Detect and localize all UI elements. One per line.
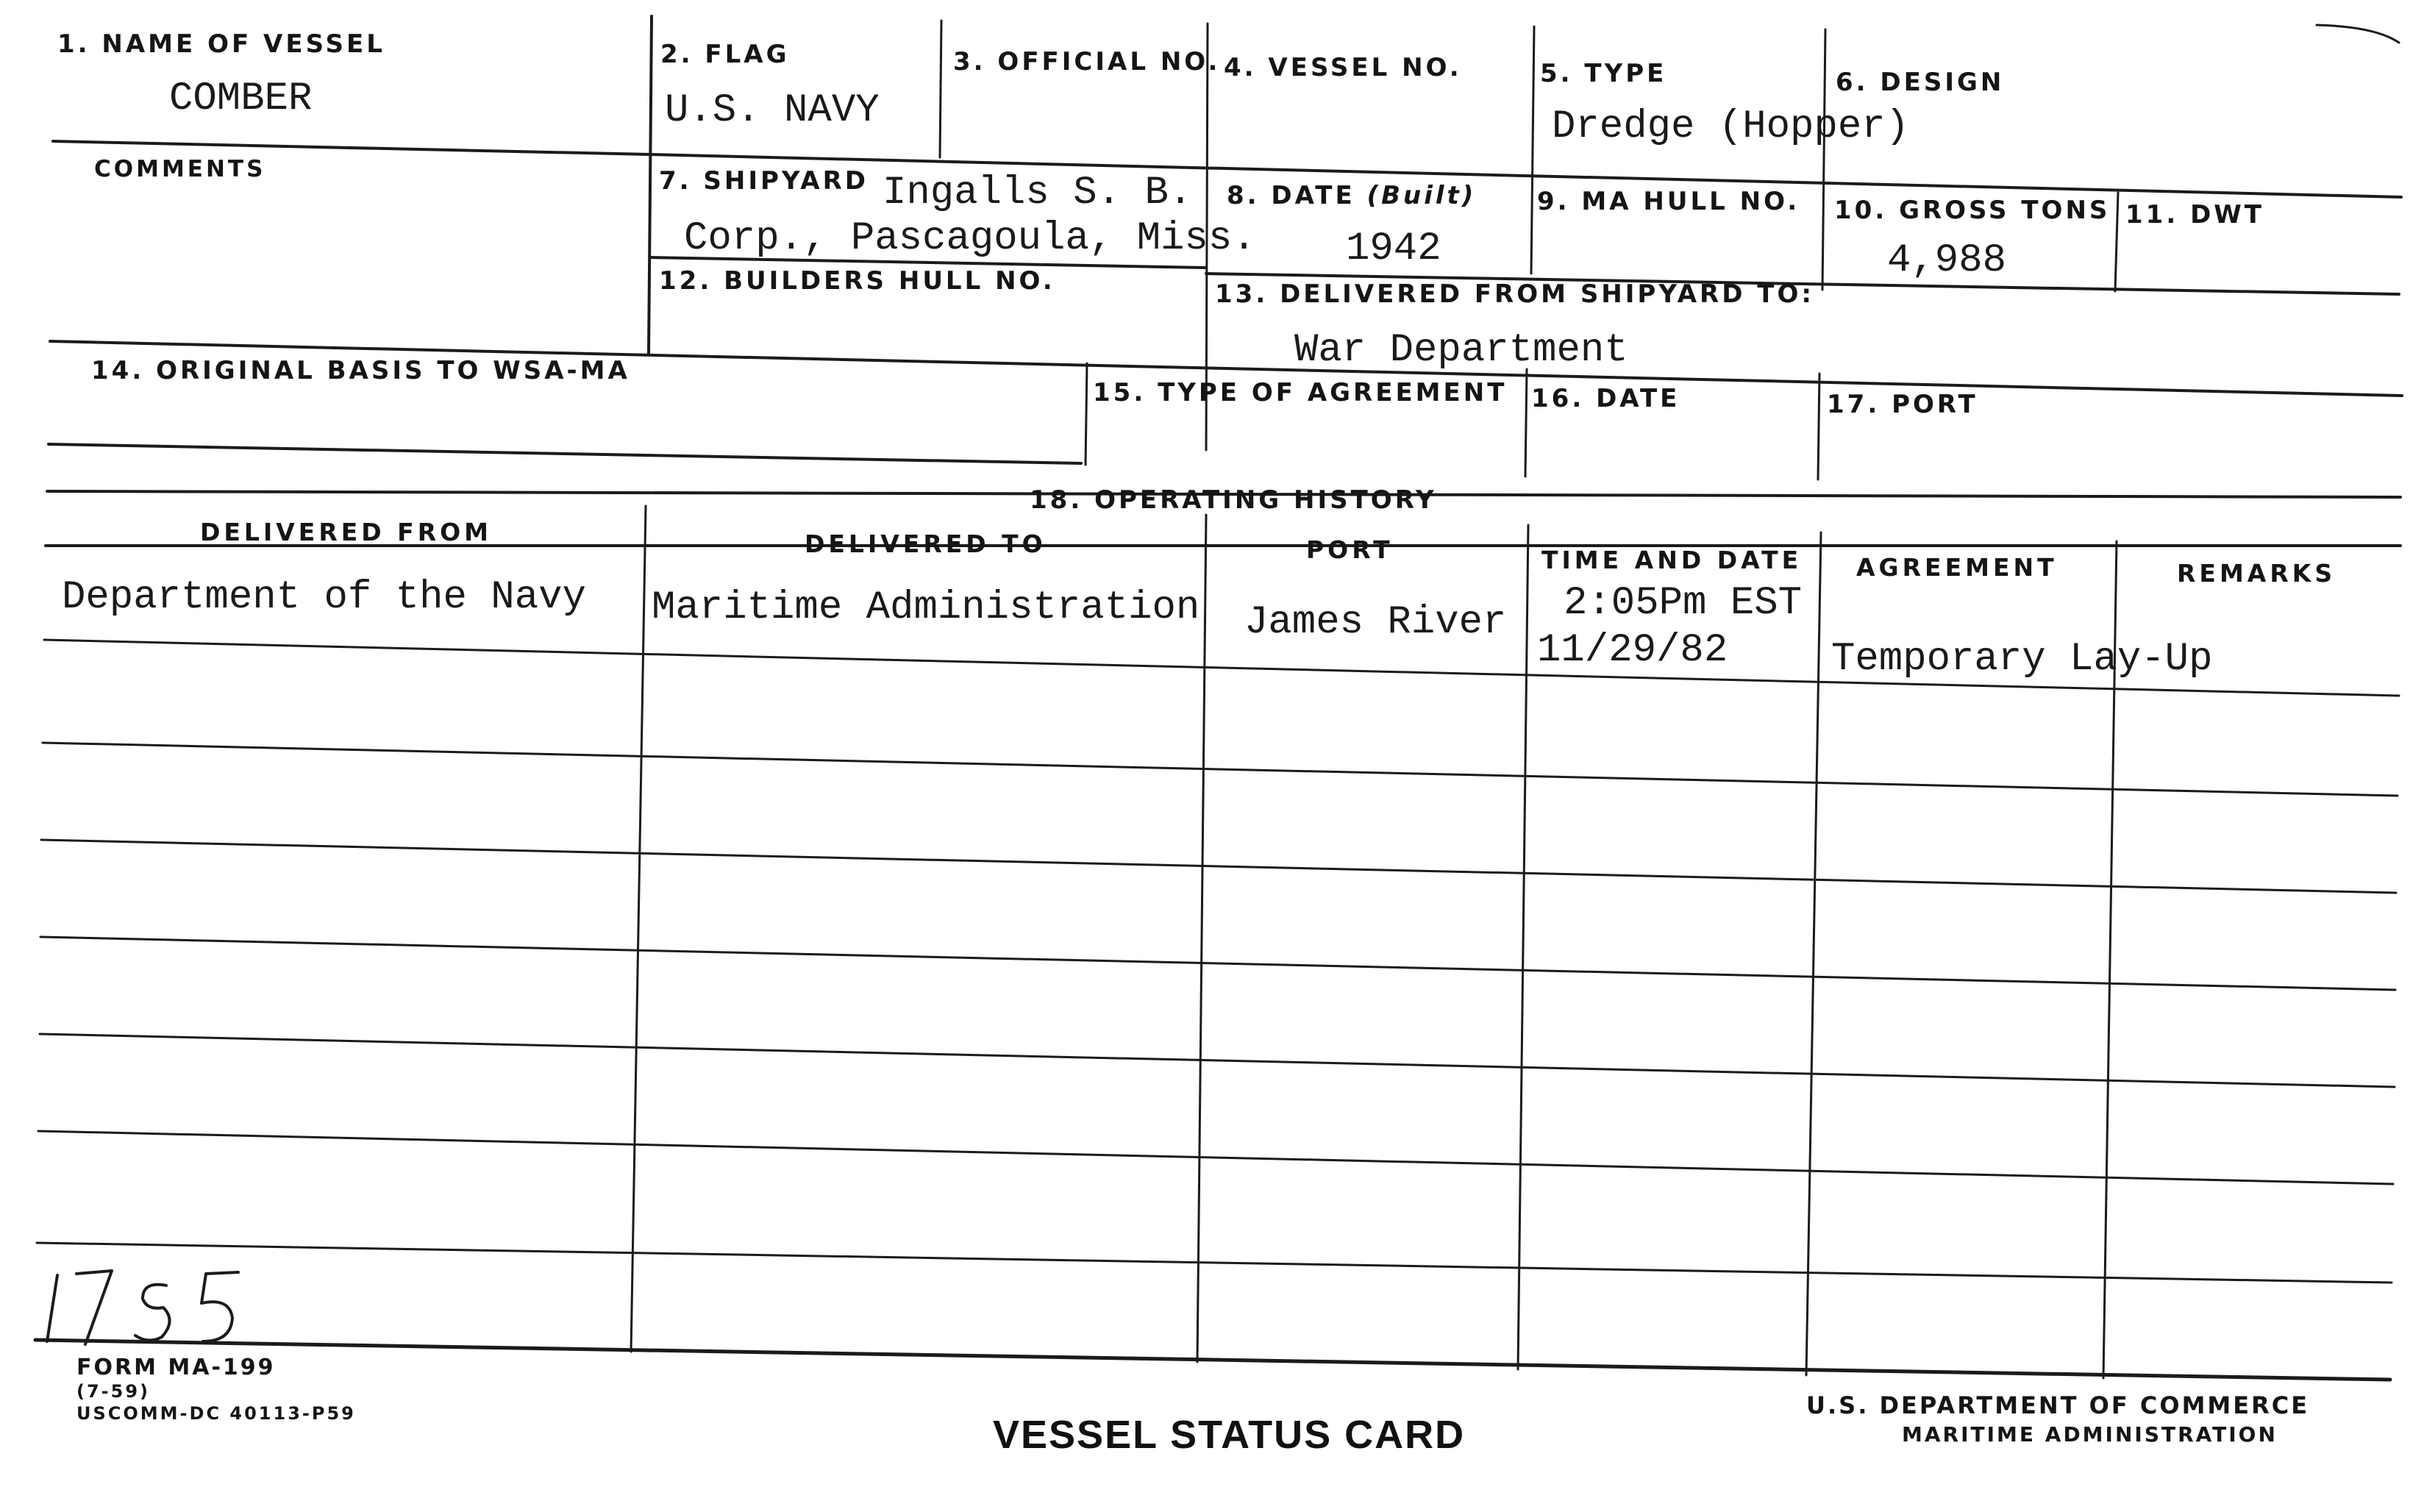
form-code: USCOMM-DC 40113-P59 <box>76 1403 356 1424</box>
date-built-value: 1942 <box>1346 227 1441 271</box>
date-label: 16. DATE <box>1531 384 1680 413</box>
row-time: 2:05Pm EST <box>1564 581 1803 626</box>
operating-history-title: 18. OPERATING HISTORY <box>1030 485 1437 515</box>
row-agreement: Temporary Lay-Up <box>1831 637 2213 682</box>
row-delivered-to: Maritime Administration <box>652 585 1200 630</box>
column-header-remarks: REMARKS <box>2177 559 2336 588</box>
row-date: 11/29/82 <box>1537 628 1728 673</box>
gross-tons-value: 4,988 <box>1887 238 2007 283</box>
port-label: 17. PORT <box>1827 390 1978 419</box>
handwritten-number <box>32 1265 268 1361</box>
column-header-delivered-from: DELIVERED FROM <box>200 518 493 546</box>
type-of-agreement-label: 15. TYPE OF AGREEMENT <box>1093 378 1508 407</box>
administration-name: MARITIME ADMINISTRATION <box>1902 1422 2278 1447</box>
vessel-no-label: 4. VESSEL NO. <box>1224 53 1462 82</box>
date-built-label-text: 8. DATE <box>1227 181 1355 210</box>
shipyard-value-line1: Ingalls S. B. <box>883 171 1193 215</box>
name-of-vessel-label: 1. NAME OF VESSEL <box>57 29 385 59</box>
column-header-agreement: AGREEMENT <box>1856 553 2058 582</box>
official-no-label: 3. OFFICIAL NO. <box>953 47 1221 76</box>
page-title: VESSEL STATUS CARD <box>993 1413 1466 1457</box>
shipyard-label: 7. SHIPYARD <box>659 166 869 196</box>
design-label: 6. DESIGN <box>1836 68 2005 97</box>
row-port: James River <box>1244 600 1507 645</box>
type-label: 5. TYPE <box>1540 59 1667 88</box>
delivered-from-shipyard-value: War Department <box>1294 328 1628 373</box>
department-name: U.S. DEPARTMENT OF COMMERCE <box>1806 1391 2310 1419</box>
ma-hull-no-label: 9. MA HULL NO. <box>1537 187 1800 216</box>
shipyard-value-line2: Corp., Pascagoula, Miss. <box>684 216 1256 261</box>
name-of-vessel-value: COMBER <box>169 76 313 121</box>
comments-label: COMMENTS <box>94 156 266 182</box>
type-value: Dredge (Hopper) <box>1552 104 1910 149</box>
date-built-label-suffix: (Built) <box>1366 181 1477 210</box>
builders-hull-no-label: 12. BUILDERS HULL NO. <box>659 266 1055 296</box>
original-basis-label: 14. ORIGINAL BASIS TO WSA-MA <box>91 356 630 385</box>
form-revision: (7-59) <box>76 1381 150 1402</box>
form-id: FORM MA-199 <box>76 1355 276 1380</box>
column-header-time-and-date: TIME AND DATE <box>1541 546 1803 574</box>
dwt-label: 11. DWT <box>2125 200 2264 229</box>
column-header-port: PORT <box>1306 535 1394 564</box>
gross-tons-label: 10. GROSS TONS <box>1834 196 2111 225</box>
flag-value: U.S. NAVY <box>665 88 880 133</box>
column-header-delivered-to: DELIVERED TO <box>805 529 1047 558</box>
delivered-from-shipyard-label: 13. DELIVERED FROM SHIPYARD TO: <box>1215 279 1814 309</box>
row-delivered-from: Department of the Navy <box>62 575 586 620</box>
date-built-label <box>1227 181 1476 210</box>
flag-label: 2. FLAG <box>660 40 790 69</box>
